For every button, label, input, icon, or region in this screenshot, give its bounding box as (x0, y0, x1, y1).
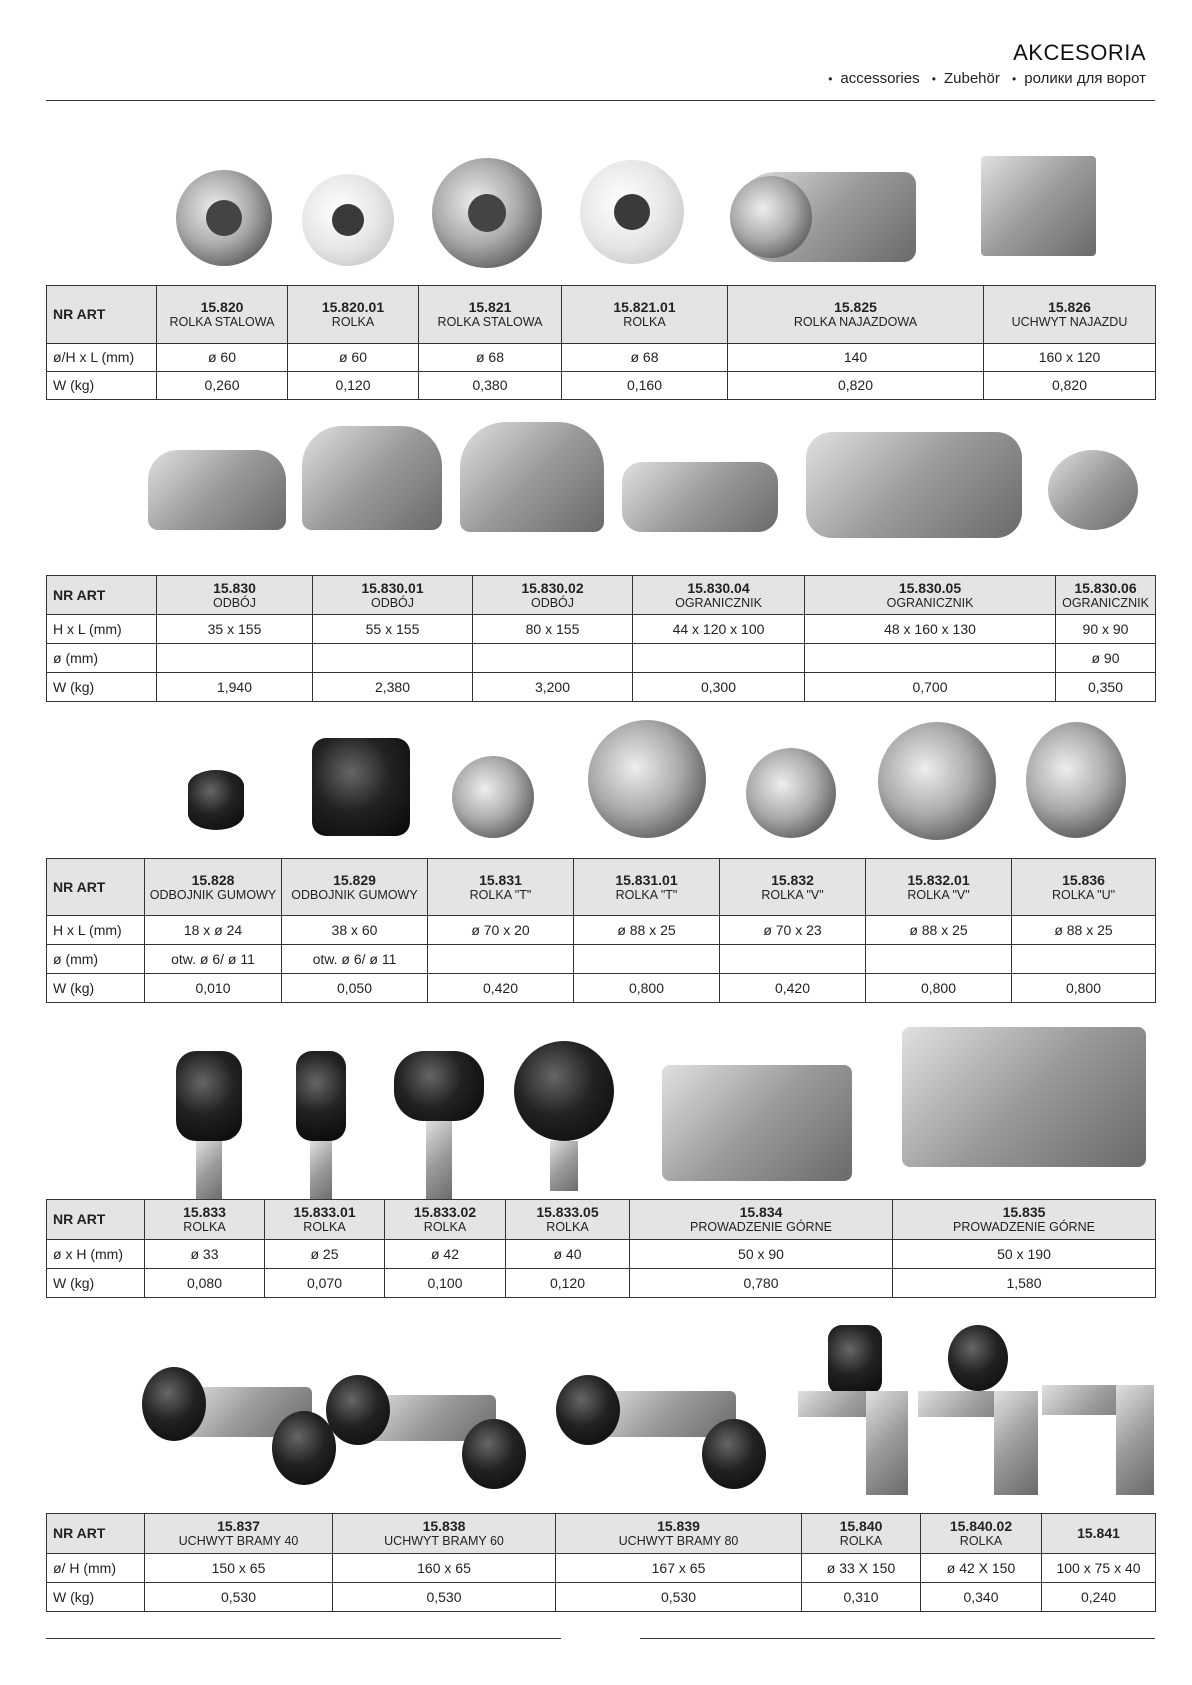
table-row: NR ART 15.837 UCHWYT BRAMY 40 15.838 UCHWYT BRAMY 60 15.839 UCHWYT BRAMY 80 15.840 ROLKA 15.840.02 ROLKA 15.841 (47, 1514, 1156, 1554)
product-image-15-831 (452, 756, 534, 838)
footer-divider-right (640, 1638, 1155, 1639)
page-header (820, 40, 1146, 87)
product-image-15-833-01 (296, 1051, 346, 1201)
table-row: NR ART 15.830 ODBÓJ 15.830.01 ODBÓJ 15.830.02 ODBÓJ 15.830.04 OGRANICZNIK 15.830.05 OGRANICZNIK 15.830.06 OGRANICZNIK (47, 576, 1156, 615)
product-cell: 15.835 PROWADZENIE GÓRNE (893, 1200, 1156, 1240)
section-bumpers-wheels (46, 718, 1155, 1008)
product-image-15-821 (432, 158, 542, 268)
product-cell: 15.833.01 ROLKA (265, 1200, 385, 1240)
product-cell: 15.838 UCHWYT BRAMY 60 (333, 1514, 556, 1554)
product-image-15-830-05 (806, 432, 1022, 538)
section-rollers (46, 140, 1155, 400)
product-image-15-832 (746, 748, 836, 838)
table-row: ø/H x L (mm) ø 60 ø 60 ø 68 ø 68 140 160 x 120 (47, 344, 1156, 372)
product-image-15-831-01 (588, 720, 706, 838)
product-image-15-838 (326, 1375, 526, 1515)
product-image-15-830-02 (460, 422, 604, 532)
product-cell: 15.830.06 OGRANICZNIK (1056, 576, 1156, 615)
spec-table-2 (46, 575, 1156, 702)
table-row: ø x H (mm) ø 33 ø 25 ø 42 ø 40 50 x 90 50 x 190 (47, 1240, 1156, 1269)
product-image-15-834 (662, 1065, 852, 1181)
table-row (47, 286, 1156, 344)
product-image-15-840 (798, 1325, 908, 1495)
product-cell: 15.830.05 OGRANICZNIK (805, 576, 1056, 615)
product-image-15-830-01 (302, 426, 442, 530)
product-cell: 15.829 ODBOJNIK GUMOWY (282, 859, 428, 916)
footer-divider-left (46, 1638, 561, 1639)
product-image-15-833 (176, 1051, 242, 1201)
product-image-15-830-04 (622, 462, 778, 532)
spec-table-3 (46, 858, 1156, 1003)
product-cell: 15.833.05 ROLKA (506, 1200, 630, 1240)
table-row: W (kg) 0,530 0,530 0,530 0,310 0,340 0,240 (47, 1583, 1156, 1612)
section-stops (46, 420, 1155, 710)
product-cell: 15.831.01 ROLKA "T" (574, 859, 720, 916)
product-cell: 15.828 ODBOJNIK GUMOWY (145, 859, 282, 916)
product-cell: 15.821.01 ROLKA (562, 286, 728, 344)
product-image-15-832-01 (878, 722, 996, 840)
product-cell: 15.837 UCHWYT BRAMY 40 (145, 1514, 333, 1554)
product-cell: 15.841 (1042, 1514, 1156, 1554)
product-image-15-820 (176, 170, 272, 266)
product-cell: 15.821 ROLKA STALOWA (419, 286, 562, 344)
product-image-15-821-01 (580, 160, 684, 264)
product-cell: 15.830.04 OGRANICZNIK (633, 576, 805, 615)
product-cell: 15.840.02 ROLKA (921, 1514, 1042, 1554)
product-image-15-841 (1042, 1385, 1154, 1495)
subtitle-ru: ролики для ворот (1024, 70, 1146, 87)
product-image-15-836 (1026, 722, 1126, 838)
product-image-15-829 (312, 738, 410, 836)
product-image-15-830 (148, 450, 286, 530)
product-image-15-830-06 (1048, 450, 1138, 530)
table-row: H x L (mm) 35 x 155 55 x 155 80 x 155 44 x 120 x 100 48 x 160 x 130 90 x 90 (47, 615, 1156, 644)
header-divider (46, 100, 1155, 101)
page-title: AKCESORIA (1013, 40, 1146, 65)
subtitle-de: Zubehör (943, 70, 1000, 87)
product-cell: 15.834 PROWADZENIE GÓRNE (630, 1200, 893, 1240)
section-gate-brackets (46, 1325, 1155, 1625)
product-image-15-833-05 (514, 1041, 614, 1191)
spec-table-5 (46, 1513, 1156, 1612)
product-image-15-820-01 (302, 174, 394, 266)
header-label: NR ART (47, 286, 157, 344)
product-cell: 15.826 UCHWYT NAJAZDU (984, 286, 1156, 344)
product-cell: 15.820 ROLKA STALOWA (157, 286, 288, 344)
table-row: W (kg) 1,940 2,380 3,200 0,300 0,700 0,350 (47, 673, 1156, 702)
product-cell: 15.830.01 ODBÓJ (313, 576, 473, 615)
product-cell: 15.830.02 ODBÓJ (473, 576, 633, 615)
spec-table-1 (46, 285, 1156, 400)
table-row: W (kg) 0,260 0,120 0,380 0,160 0,820 0,820 (47, 372, 1156, 400)
product-cell: 15.833 ROLKA (145, 1200, 265, 1240)
spec-table-4 (46, 1199, 1156, 1298)
section-top-guides (46, 1015, 1155, 1305)
product-image-15-825 (736, 172, 916, 262)
table-row: NR ART 15.828 ODBOJNIK GUMOWY 15.829 ODBOJNIK GUMOWY 15.831 ROLKA "T" 15.831.01 ROLKA "T" 15.832 ROLKA "V" 15.832.01 ROLKA "V" 15.836 ROLKA "U" (47, 859, 1156, 916)
product-cell: 15.840 ROLKA (802, 1514, 921, 1554)
product-image-15-837 (142, 1367, 352, 1507)
product-cell: 15.832 ROLKA "V" (720, 859, 866, 916)
product-cell: 15.825 ROLKA NAJAZDOWA (728, 286, 984, 344)
product-cell: 15.832.01 ROLKA "V" (866, 859, 1012, 916)
table-row: W (kg) 0,010 0,050 0,420 0,800 0,420 0,800 0,800 (47, 974, 1156, 1003)
table-row: H x L (mm) 18 x ø 24 38 x 60 ø 70 x 20 ø 88 x 25 ø 70 x 23 ø 88 x 25 ø 88 x 25 (47, 916, 1156, 945)
table-row: ø/ H (mm) 150 x 65 160 x 65 167 x 65 ø 33 X 150 ø 42 X 150 100 x 75 x 40 (47, 1554, 1156, 1583)
subtitle-en: accessories (840, 70, 920, 87)
product-image-15-839 (556, 1375, 766, 1515)
product-image-15-835 (902, 1027, 1146, 1167)
table-row: NR ART 15.833 ROLKA 15.833.01 ROLKA 15.833.02 ROLKA 15.833.05 ROLKA 15.834 PROWADZENIE GÓRNE 15.835 PROWADZENIE GÓRNE (47, 1200, 1156, 1240)
product-image-15-828 (188, 770, 244, 830)
product-cell: 15.833.02 ROLKA (385, 1200, 506, 1240)
product-cell: 15.836 ROLKA "U" (1012, 859, 1156, 916)
product-cell: 15.831 ROLKA "T" (428, 859, 574, 916)
table-row: ø (mm) otw. ø 6/ ø 11 otw. ø 6/ ø 11 (47, 945, 1156, 974)
product-image-15-826 (981, 156, 1096, 256)
product-cell: 15.830 ODBÓJ (157, 576, 313, 615)
product-cell: 15.839 UCHWYT BRAMY 80 (556, 1514, 802, 1554)
table-row: W (kg) 0,080 0,070 0,100 0,120 0,780 1,580 (47, 1269, 1156, 1298)
page-subtitle: • accessories • Zubehör • ролики для ворот (828, 70, 1146, 87)
product-cell: 15.820.01 ROLKA (288, 286, 419, 344)
product-image-15-833-02 (394, 1051, 484, 1201)
table-row: ø (mm) ø 90 (47, 644, 1156, 673)
product-image-15-840-02 (918, 1325, 1038, 1495)
